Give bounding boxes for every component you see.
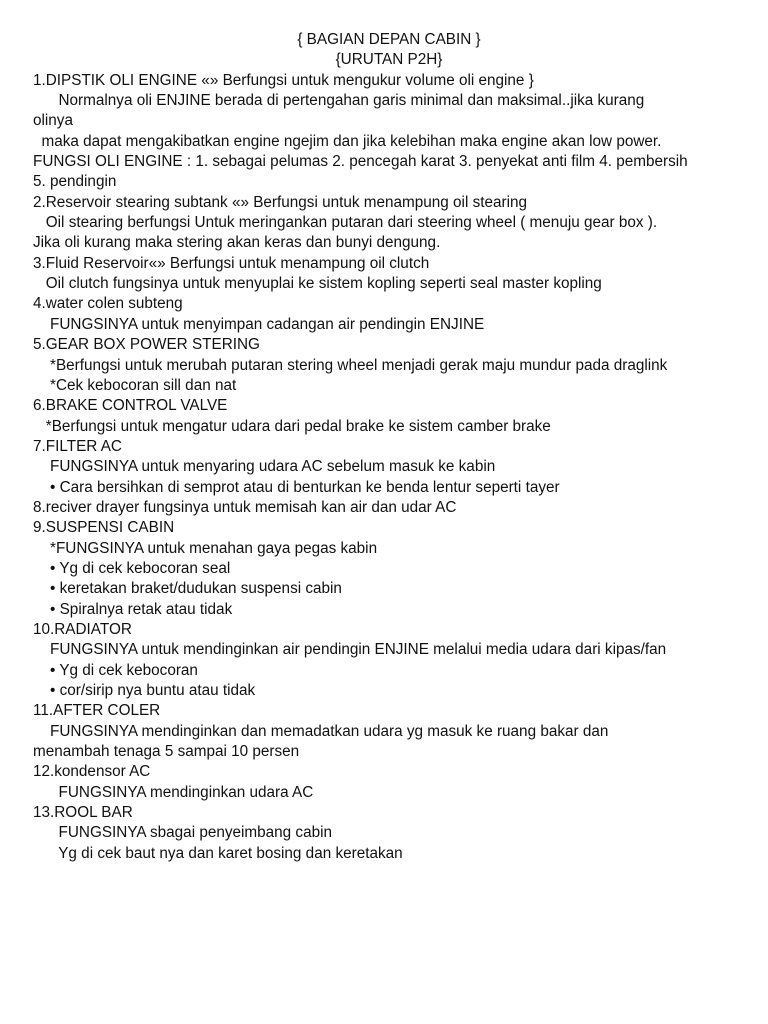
text-line: FUNGSI OLI ENGINE : 1. sebagai pelumas 2. pencegah karat 3. penyekat anti film 4. pembersih <box>33 153 688 171</box>
text-line: maka dapat mengakibatkan engine ngejim dan jika kelebihan maka engine akan low power. <box>33 132 662 150</box>
text-line: *FUNGSINYA untuk menahan gaya pegas kabin <box>33 539 378 557</box>
section-heading: 9.SUSPENSI CABIN <box>33 519 175 537</box>
section-heading: 8.reciver drayer fungsinya untuk memisah kan air dan udar AC <box>33 498 457 516</box>
text-line: FUNGSINYA untuk menyaring udara AC sebelum masuk ke kabin <box>33 458 496 476</box>
section-heading: 7.FILTER AC <box>33 437 122 455</box>
text-line: Oil clutch fungsinya untuk menyuplai ke sistem kopling seperti seal master kopling <box>33 275 602 293</box>
text-line: olinya <box>33 112 73 130</box>
section-heading: 5.GEAR BOX POWER STERING <box>33 336 260 354</box>
bullet-item: • cor/sirip nya buntu atau tidak <box>33 682 256 699</box>
section-heading: 3.Fluid Reservoir«» Berfungsi untuk menampung oil clutch <box>33 254 430 272</box>
section-heading: 1.DIPSTIK OLI ENGINE «» Berfungsi untuk mengukur volume oli engine } <box>33 71 534 89</box>
section-heading: 4.water colen subteng <box>33 295 183 313</box>
text-line: FUNGSINYA mendinginkan dan memadatkan udara yg masuk ke ruang bakar dan <box>33 722 609 740</box>
bullet-item: • Cara bersihkan di semprot atau di benturkan ke benda lentur seperti tayer <box>33 478 560 496</box>
text-line: *Cek kebocoran sill dan nat <box>33 376 237 394</box>
section-heading: 6.BRAKE CONTROL VALVE <box>33 397 228 415</box>
section-heading: 12.kondensor AC <box>33 763 151 781</box>
text-line: *Berfungsi untuk mengatur udara dari pedal brake ke sistem camber brake <box>33 417 551 435</box>
text-line: Oil stearing berfungsi Untuk meringankan putaran dari steering wheel ( menuju gear box ). <box>33 214 658 232</box>
text-line: FUNGSINYA mendinginkan udara AC <box>33 783 314 801</box>
document-subtitle: {URUTAN P2H} <box>335 51 443 69</box>
document-title: { BAGIAN DEPAN CABIN } <box>297 31 481 48</box>
bullet-item: • Yg di cek kebocoran seal <box>33 559 231 577</box>
document-page <box>33 30 745 864</box>
text-line: FUNGSINYA untuk menyimpan cadangan air pendingin ENJINE <box>33 315 485 333</box>
section-heading: 11.AFTER COLER <box>33 702 161 720</box>
text-line: FUNGSINYA untuk mendinginkan air pendingin ENJINE melalui media udara dari kipas/fan <box>33 641 667 659</box>
text-line: *Berfungsi untuk merubah putaran stering wheel menjadi gerak maju mundur pada draglink <box>33 356 668 374</box>
section-heading: 13.ROOL BAR <box>33 804 133 822</box>
bullet-item: • Yg di cek kebocoran <box>33 661 198 679</box>
section-heading: 2.Reservoir stearing subtank «» Berfungsi untuk menampung oil stearing <box>33 193 528 211</box>
text-line: menambah tenaga 5 sampai 10 persen <box>33 743 300 761</box>
bullet-item: • Spiralnya retak atau tidak <box>33 600 233 618</box>
section-heading: 10.RADIATOR <box>33 620 132 638</box>
text-line: Jika oli kurang maka stering akan keras dan bunyi dengung. <box>33 234 441 252</box>
text-line: 5. pendingin <box>33 173 117 191</box>
text-line: FUNGSINYA sbagai penyeimbang cabin <box>33 824 333 842</box>
text-line: Normalnya oli ENJINE berada di pertengahan garis minimal dan maksimal..jika kurang <box>33 92 645 110</box>
bullet-item: • keretakan braket/dudukan suspensi cabin <box>33 580 342 598</box>
text-line: Yg di cek baut nya dan karet bosing dan keretakan <box>33 844 403 862</box>
